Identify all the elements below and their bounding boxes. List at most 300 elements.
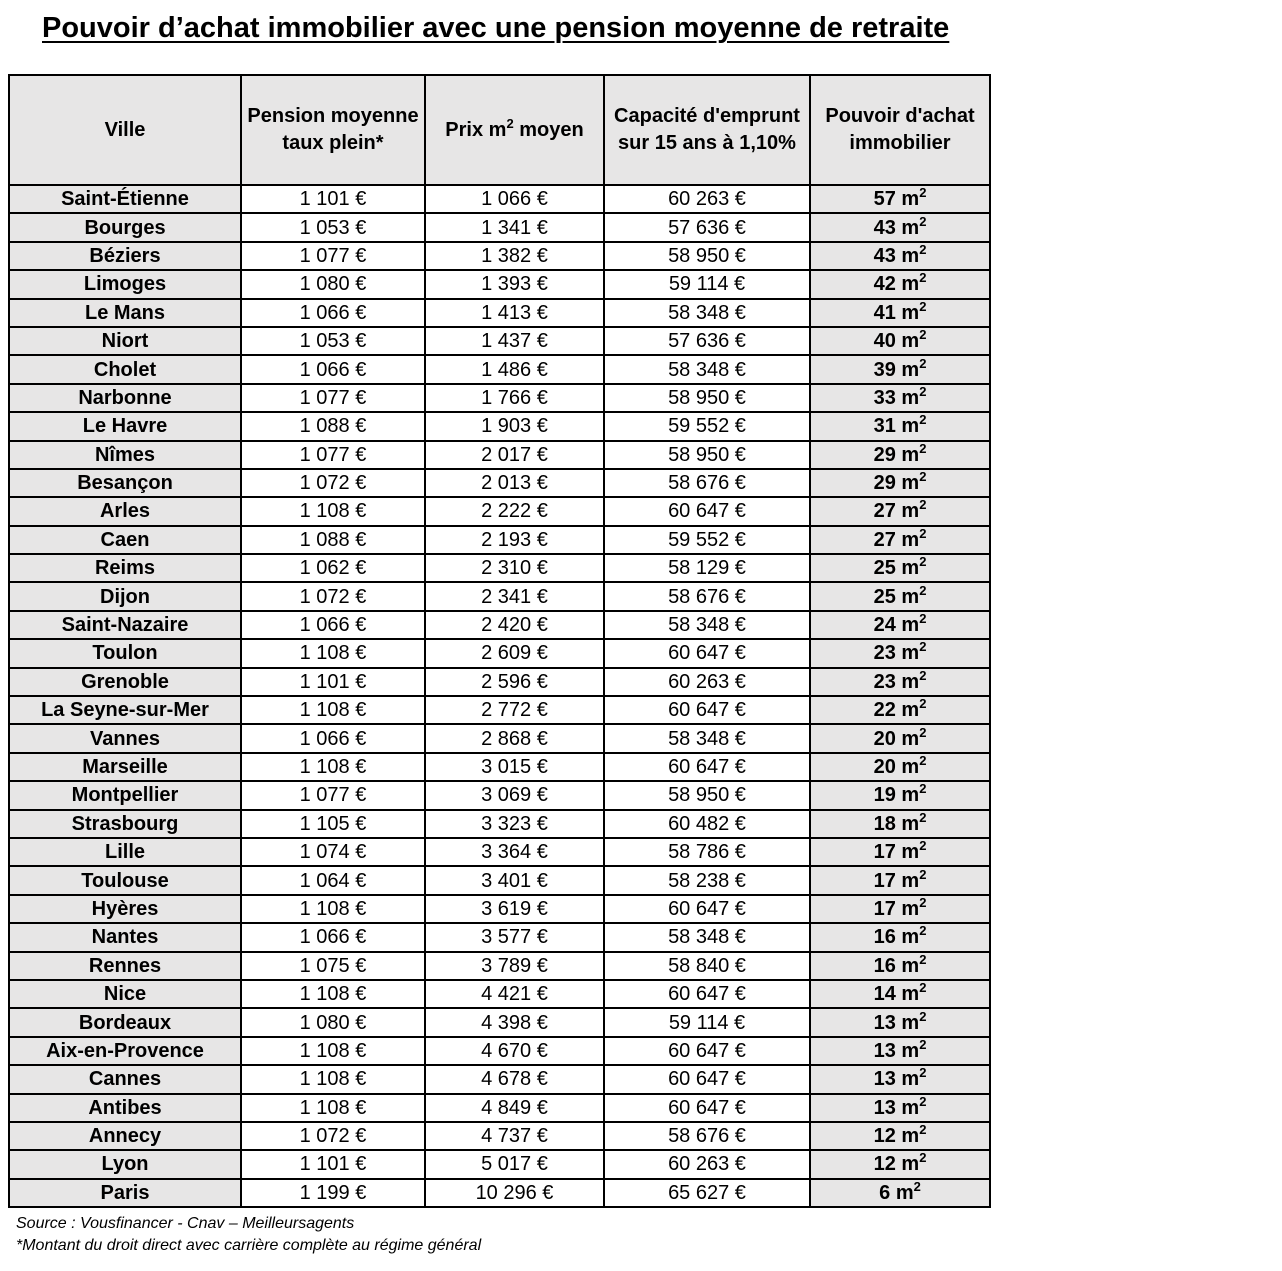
table-row — [9, 668, 990, 696]
purchasing-power-cell — [810, 810, 990, 838]
purchasing-power-value: 25 — [873, 557, 896, 580]
purchasing-power-value: 16 — [873, 926, 896, 949]
unit-m: m — [901, 812, 920, 835]
price-per-m2-cell: 3 015 € — [425, 753, 604, 781]
table-row — [9, 810, 990, 838]
table-row — [9, 1037, 990, 1065]
borrowing-capacity-cell: 58 950 € — [604, 441, 810, 469]
unit-squared: 2 — [919, 639, 927, 655]
price-per-m2-cell: 1 066 € — [425, 185, 604, 213]
purchasing-power-value: 33 — [873, 386, 896, 409]
city-cell: Narbonne — [9, 384, 241, 412]
purchasing-power-value: 57 — [873, 188, 896, 211]
unit-squared: 2 — [919, 554, 927, 570]
unit-squared: 2 — [913, 1178, 921, 1194]
city-cell: Saint-Étienne — [9, 185, 241, 213]
unit-squared: 2 — [919, 1093, 927, 1109]
unit-squared: 2 — [919, 838, 927, 854]
purchasing-power-value: 31 — [873, 415, 896, 438]
purchasing-power-cell — [810, 441, 990, 469]
price-per-m2-cell: 2 310 € — [425, 554, 604, 582]
purchasing-power-value: 13 — [873, 1039, 896, 1062]
borrowing-capacity-cell: 60 647 € — [604, 497, 810, 525]
unit-squared: 2 — [919, 809, 927, 825]
unit-m: m — [901, 670, 920, 693]
pension-cell: 1 077 € — [241, 441, 425, 469]
price-per-m2-cell: 2 193 € — [425, 526, 604, 554]
pension-cell: 1 066 € — [241, 299, 425, 327]
pension-cell: 1 108 € — [241, 497, 425, 525]
footnote: *Montant du droit direct avec carrière complète au régime général — [16, 1237, 482, 1254]
unit-squared: 2 — [919, 1150, 927, 1166]
borrowing-capacity-cell: 59 552 € — [604, 412, 810, 440]
header-capacite — [604, 75, 810, 185]
purchasing-power-value: 17 — [873, 841, 896, 864]
pension-cell: 1 101 € — [241, 668, 425, 696]
pension-cell: 1 075 € — [241, 952, 425, 980]
purchasing-power-value: 20 — [873, 756, 896, 778]
purchasing-power-value: 13 — [873, 1068, 896, 1091]
unit-m: m — [901, 585, 920, 608]
borrowing-capacity-cell: 59 114 € — [604, 270, 810, 298]
unit-m: m — [901, 1096, 920, 1119]
unit-m: m — [901, 358, 920, 381]
city-cell: Nantes — [9, 923, 241, 951]
borrowing-capacity-cell: 60 647 € — [604, 1094, 810, 1122]
pension-cell: 1 101 € — [241, 185, 425, 213]
unit-m: m — [895, 1181, 914, 1204]
table-row — [9, 213, 990, 241]
pension-cell: 1 108 € — [241, 1094, 425, 1122]
pension-cell: 1 077 € — [241, 384, 425, 412]
pension-cell: 1 108 € — [241, 895, 425, 923]
purchasing-power-cell — [810, 355, 990, 383]
price-per-m2-cell: 4 737 € — [425, 1122, 604, 1150]
pension-cell: 1 077 € — [241, 242, 425, 270]
city-cell: Annecy — [9, 1122, 241, 1150]
pension-cell: 1 072 € — [241, 1122, 425, 1150]
unit-m: m — [901, 926, 920, 949]
borrowing-capacity-cell: 60 263 € — [604, 1150, 810, 1178]
purchasing-power-cell — [810, 1179, 990, 1207]
borrowing-capacity-cell: 60 647 € — [604, 895, 810, 923]
purchasing-power-value: 23 — [873, 642, 896, 665]
city-cell: Marseille — [9, 753, 241, 781]
purchasing-power-value: 16 — [873, 954, 896, 977]
unit-squared: 2 — [919, 724, 927, 740]
unit-squared: 2 — [919, 327, 927, 343]
unit-m: m — [901, 386, 920, 409]
unit-m: m — [901, 557, 920, 580]
table-row — [9, 1122, 990, 1150]
table-row — [9, 1094, 990, 1122]
city-cell: Limoges — [9, 270, 241, 298]
table-row — [9, 1065, 990, 1093]
table-row — [9, 526, 990, 554]
unit-squared: 2 — [919, 525, 927, 541]
borrowing-capacity-cell: 58 348 € — [604, 923, 810, 951]
price-per-m2-cell: 5 017 € — [425, 1150, 604, 1178]
borrowing-capacity-cell: 58 348 € — [604, 299, 810, 327]
purchasing-power-cell — [810, 952, 990, 980]
table-row — [9, 270, 990, 298]
purchasing-power-value: 18 — [873, 812, 896, 835]
borrowing-capacity-cell: 58 786 € — [604, 838, 810, 866]
unit-m: m — [901, 216, 920, 239]
pension-cell: 1 066 € — [241, 724, 425, 752]
table-header — [9, 75, 990, 185]
table-row — [9, 611, 990, 639]
city-cell: La Seyne-sur-Mer — [9, 696, 241, 724]
table-row — [9, 384, 990, 412]
unit-squared: 2 — [919, 185, 927, 201]
price-per-m2-cell: 2 868 € — [425, 724, 604, 752]
borrowing-capacity-cell: 65 627 € — [604, 1179, 810, 1207]
unit-squared: 2 — [919, 696, 927, 712]
purchasing-power-value: 6 — [879, 1181, 891, 1204]
purchasing-power-cell — [810, 753, 990, 781]
unit-squared: 2 — [919, 1122, 927, 1138]
price-per-m2-cell: 4 670 € — [425, 1037, 604, 1065]
table-row — [9, 753, 990, 781]
unit-squared: 2 — [919, 213, 927, 229]
city-cell: Dijon — [9, 582, 241, 610]
pension-cell: 1 080 € — [241, 1008, 425, 1036]
city-cell: Montpellier — [9, 781, 241, 809]
pension-cell: 1 108 € — [241, 639, 425, 667]
city-cell: Lille — [9, 838, 241, 866]
price-per-m2-cell: 1 393 € — [425, 270, 604, 298]
unit-squared: 2 — [919, 1036, 927, 1052]
borrowing-capacity-cell: 58 840 € — [604, 952, 810, 980]
unit-squared: 2 — [919, 951, 927, 967]
purchasing-power-cell — [810, 554, 990, 582]
unit-squared: 2 — [919, 497, 927, 513]
unit-m: m — [901, 614, 920, 637]
city-cell: Grenoble — [9, 668, 241, 696]
borrowing-capacity-cell: 58 950 € — [604, 384, 810, 412]
city-cell: Strasbourg — [9, 810, 241, 838]
pension-cell: 1 066 € — [241, 611, 425, 639]
unit-squared: 2 — [919, 611, 927, 627]
purchasing-power-cell — [810, 1065, 990, 1093]
pension-cell: 1 053 € — [241, 213, 425, 241]
city-cell: Toulon — [9, 639, 241, 667]
purchasing-power-cell — [810, 270, 990, 298]
price-per-m2-cell: 1 486 € — [425, 355, 604, 383]
purchasing-power-value: 13 — [873, 1096, 896, 1119]
purchasing-power-value: 25 — [873, 585, 896, 608]
city-cell: Lyon — [9, 1150, 241, 1178]
header-prix-sup: 2 — [506, 115, 514, 131]
price-per-m2-cell: 2 772 € — [425, 696, 604, 724]
unit-m: m — [901, 443, 920, 466]
borrowing-capacity-cell: 58 348 € — [604, 611, 810, 639]
unit-squared: 2 — [919, 582, 927, 598]
borrowing-capacity-cell: 57 636 € — [604, 327, 810, 355]
purchasing-power-cell — [810, 185, 990, 213]
price-per-m2-cell: 2 341 € — [425, 582, 604, 610]
unit-m: m — [901, 528, 920, 551]
unit-m: m — [901, 188, 920, 211]
city-cell: Aix-en-Provence — [9, 1037, 241, 1065]
header-ville — [9, 75, 241, 185]
city-cell: Niort — [9, 327, 241, 355]
price-per-m2-cell: 1 413 € — [425, 299, 604, 327]
unit-squared: 2 — [919, 1008, 927, 1024]
price-per-m2-cell: 10 296 € — [425, 1179, 604, 1207]
table-row — [9, 781, 990, 809]
purchasing-power-cell — [810, 1008, 990, 1036]
header-pension-line1: Pension moyenne — [247, 105, 419, 127]
pension-cell: 1 053 € — [241, 327, 425, 355]
table-row — [9, 185, 990, 213]
purchasing-power-value: 27 — [873, 528, 896, 551]
city-cell: Nice — [9, 980, 241, 1008]
borrowing-capacity-cell: 60 647 € — [604, 980, 810, 1008]
price-per-m2-cell: 4 398 € — [425, 1008, 604, 1036]
borrowing-capacity-cell: 60 263 € — [604, 668, 810, 696]
unit-m: m — [901, 500, 920, 523]
price-per-m2-cell: 4 421 € — [425, 980, 604, 1008]
purchasing-power-cell — [810, 838, 990, 866]
pension-cell: 1 072 € — [241, 469, 425, 497]
pension-cell: 1 064 € — [241, 866, 425, 894]
price-per-m2-cell: 2 609 € — [425, 639, 604, 667]
table-row — [9, 582, 990, 610]
city-cell: Vannes — [9, 724, 241, 752]
unit-m: m — [901, 642, 920, 665]
purchasing-power-value: 19 — [873, 784, 896, 807]
borrowing-capacity-cell: 60 647 € — [604, 1065, 810, 1093]
price-per-m2-cell: 4 678 € — [425, 1065, 604, 1093]
purchasing-power-value: 12 — [873, 1153, 896, 1176]
purchasing-power-cell — [810, 980, 990, 1008]
purchasing-power-cell — [810, 895, 990, 923]
table-row — [9, 441, 990, 469]
purchasing-power-value: 12 — [873, 1125, 896, 1148]
pension-cell: 1 062 € — [241, 554, 425, 582]
purchasing-power-cell — [810, 781, 990, 809]
purchasing-power-value: 43 — [873, 216, 896, 239]
pension-cell: 1 066 € — [241, 923, 425, 951]
borrowing-capacity-cell: 58 676 € — [604, 1122, 810, 1150]
purchasing-power-cell — [810, 866, 990, 894]
purchasing-power-value: 41 — [873, 301, 896, 324]
unit-squared: 2 — [919, 980, 927, 996]
purchasing-power-cell — [810, 611, 990, 639]
table-row — [9, 355, 990, 383]
header-prix-suffix: moyen — [513, 118, 584, 141]
unit-m: m — [901, 472, 920, 495]
header-pouvoir — [810, 75, 990, 185]
unit-squared: 2 — [919, 894, 927, 910]
header-pension — [241, 75, 425, 185]
purchasing-power-cell — [810, 1094, 990, 1122]
purchasing-power-value: 27 — [873, 500, 896, 523]
borrowing-capacity-cell: 58 348 € — [604, 355, 810, 383]
unit-m: m — [901, 415, 920, 438]
purchasing-power-value: 23 — [873, 670, 896, 693]
table-row — [9, 497, 990, 525]
borrowing-capacity-cell: 59 552 € — [604, 526, 810, 554]
price-per-m2-cell: 2 222 € — [425, 497, 604, 525]
page-title: Pouvoir d’achat immobilier avec une pension moyenne de retraite — [42, 12, 950, 44]
city-cell: Béziers — [9, 242, 241, 270]
city-cell: Toulouse — [9, 866, 241, 894]
purchasing-power-value: 17 — [873, 897, 896, 920]
borrowing-capacity-cell: 58 129 € — [604, 554, 810, 582]
unit-m: m — [901, 784, 920, 807]
price-per-m2-cell: 1 437 € — [425, 327, 604, 355]
pension-cell: 1 199 € — [241, 1179, 425, 1207]
unit-m: m — [901, 301, 920, 324]
city-cell: Reims — [9, 554, 241, 582]
unit-m: m — [901, 273, 920, 296]
pension-cell: 1 072 € — [241, 582, 425, 610]
purchasing-power-value: 22 — [873, 699, 896, 722]
price-per-m2-cell: 3 364 € — [425, 838, 604, 866]
table-row — [9, 469, 990, 497]
purchasing-power-cell — [810, 724, 990, 752]
borrowing-capacity-cell: 57 636 € — [604, 213, 810, 241]
header-capacite-line2: sur 15 ans à 1,10% — [618, 132, 796, 154]
unit-squared: 2 — [919, 440, 927, 456]
pension-cell: 1 080 € — [241, 270, 425, 298]
purchasing-power-cell — [810, 1122, 990, 1150]
unit-m: m — [901, 330, 920, 353]
purchasing-power-value: 14 — [873, 983, 896, 1006]
unit-squared: 2 — [919, 241, 927, 257]
pension-cell: 1 088 € — [241, 412, 425, 440]
table-row — [9, 554, 990, 582]
city-cell: Paris — [9, 1179, 241, 1207]
unit-squared: 2 — [919, 412, 927, 428]
city-cell: Besançon — [9, 469, 241, 497]
purchasing-power-value: 24 — [873, 614, 896, 637]
unit-m: m — [901, 1125, 920, 1148]
purchasing-power-cell — [810, 469, 990, 497]
unit-m: m — [901, 244, 920, 267]
borrowing-capacity-cell: 58 676 € — [604, 582, 810, 610]
unit-squared: 2 — [919, 298, 927, 314]
pension-cell: 1 108 € — [241, 753, 425, 781]
table-row — [9, 1150, 990, 1178]
table-row — [9, 724, 990, 752]
header-pouvoir-line1: Pouvoir d'achat — [825, 105, 975, 127]
source-note: Source : Vousfinancer - Cnav – Meilleursagents — [16, 1215, 355, 1232]
borrowing-capacity-cell: 60 647 € — [604, 753, 810, 781]
pension-cell: 1 108 € — [241, 1037, 425, 1065]
table-row — [9, 242, 990, 270]
borrowing-capacity-cell: 59 114 € — [604, 1008, 810, 1036]
borrowing-capacity-cell: 60 647 € — [604, 696, 810, 724]
header-prix-prefix: Prix m — [445, 118, 507, 141]
city-cell: Le Havre — [9, 412, 241, 440]
pension-cell: 1 108 € — [241, 980, 425, 1008]
table-row — [9, 327, 990, 355]
purchasing-power-table — [8, 74, 991, 1208]
city-cell: Antibes — [9, 1094, 241, 1122]
purchasing-power-cell — [810, 1150, 990, 1178]
unit-squared: 2 — [919, 355, 927, 371]
header-pouvoir-line2: immobilier — [849, 132, 951, 154]
purchasing-power-value: 29 — [873, 472, 896, 495]
table-row — [9, 895, 990, 923]
price-per-m2-cell: 3 323 € — [425, 810, 604, 838]
city-cell: Hyères — [9, 895, 241, 923]
price-per-m2-cell: 1 382 € — [425, 242, 604, 270]
price-per-m2-cell: 2 013 € — [425, 469, 604, 497]
unit-m: m — [901, 756, 920, 778]
price-per-m2-cell: 3 789 € — [425, 952, 604, 980]
city-cell: Saint-Nazaire — [9, 611, 241, 639]
purchasing-power-cell — [810, 299, 990, 327]
table-row — [9, 639, 990, 667]
purchasing-power-cell — [810, 384, 990, 412]
pension-cell: 1 074 € — [241, 838, 425, 866]
unit-squared: 2 — [919, 1065, 927, 1081]
purchasing-power-value: 13 — [873, 1011, 896, 1034]
header-capacite-line1: Capacité d'emprunt — [614, 105, 800, 127]
unit-m: m — [901, 727, 920, 750]
table-row — [9, 1179, 990, 1207]
purchasing-power-cell — [810, 242, 990, 270]
price-per-m2-cell: 1 341 € — [425, 213, 604, 241]
borrowing-capacity-cell: 58 950 € — [604, 781, 810, 809]
city-cell: Rennes — [9, 952, 241, 980]
pension-cell: 1 088 € — [241, 526, 425, 554]
pension-cell: 1 101 € — [241, 1150, 425, 1178]
pension-cell: 1 105 € — [241, 810, 425, 838]
header-pension-line2: taux plein* — [282, 132, 384, 154]
city-cell: Nîmes — [9, 441, 241, 469]
unit-m: m — [901, 1068, 920, 1091]
purchasing-power-cell — [810, 327, 990, 355]
borrowing-capacity-cell: 60 263 € — [604, 185, 810, 213]
city-cell: Bordeaux — [9, 1008, 241, 1036]
price-per-m2-cell: 2 420 € — [425, 611, 604, 639]
borrowing-capacity-cell: 58 676 € — [604, 469, 810, 497]
city-cell: Le Mans — [9, 299, 241, 327]
price-per-m2-cell: 3 069 € — [425, 781, 604, 809]
table-row — [9, 838, 990, 866]
price-per-m2-cell: 1 903 € — [425, 412, 604, 440]
city-cell: Bourges — [9, 213, 241, 241]
borrowing-capacity-cell: 58 950 € — [604, 242, 810, 270]
borrowing-capacity-cell: 60 482 € — [604, 810, 810, 838]
unit-m: m — [901, 1039, 920, 1062]
unit-squared: 2 — [919, 866, 927, 882]
unit-squared: 2 — [919, 667, 927, 683]
unit-squared: 2 — [919, 469, 927, 485]
purchasing-power-value: 20 — [873, 727, 896, 750]
purchasing-power-cell — [810, 526, 990, 554]
header-ville-label: Ville — [104, 118, 146, 141]
city-cell: Cholet — [9, 355, 241, 383]
purchasing-power-cell — [810, 213, 990, 241]
table-row — [9, 696, 990, 724]
borrowing-capacity-cell: 60 647 € — [604, 1037, 810, 1065]
unit-m: m — [901, 954, 920, 977]
unit-m: m — [901, 699, 920, 722]
city-cell: Arles — [9, 497, 241, 525]
unit-squared: 2 — [919, 383, 927, 399]
purchasing-power-cell — [810, 497, 990, 525]
unit-m: m — [901, 869, 920, 892]
unit-m: m — [901, 1153, 920, 1176]
price-per-m2-cell: 2 596 € — [425, 668, 604, 696]
